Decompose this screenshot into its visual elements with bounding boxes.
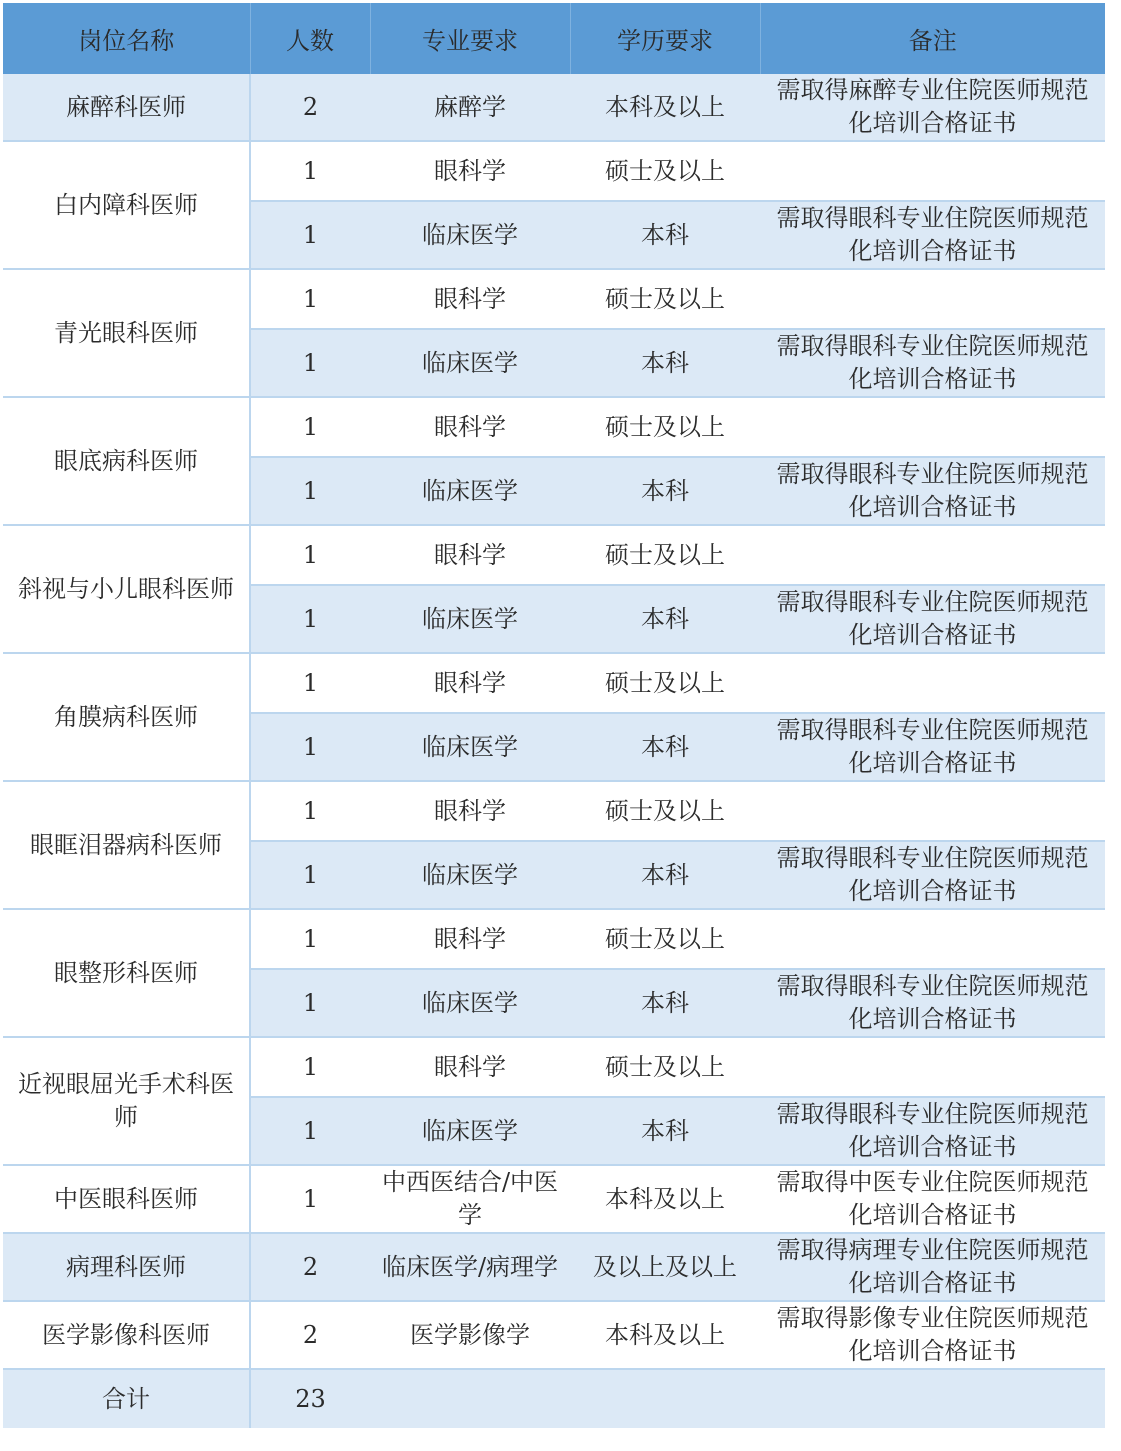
major-cell: 临床医学 <box>370 841 570 909</box>
count-cell: 1 <box>250 269 370 329</box>
count-cell: 1 <box>250 713 370 781</box>
major-cell: 眼科学 <box>370 525 570 585</box>
position-name: 麻醉科医师 <box>3 74 250 141</box>
count-cell: 1 <box>250 525 370 585</box>
table-row <box>3 74 1105 141</box>
degree-cell: 本科 <box>570 329 760 397</box>
note-cell: 需取得中医专业住院医师规范化培训合格证书 <box>760 1165 1105 1233</box>
header-note: 备注 <box>908 27 957 55</box>
count-cell: 1 <box>250 457 370 525</box>
count-cell: 1 <box>250 841 370 909</box>
header-row <box>3 3 1105 74</box>
count-cell: 2 <box>250 1301 370 1369</box>
header-count: 人数 <box>250 3 370 74</box>
position-name: 眼眶泪器病科医师 <box>3 781 250 909</box>
position-name: 眼整形科医师 <box>3 909 250 1037</box>
major-cell: 麻醉学 <box>370 74 570 141</box>
degree-cell: 本科 <box>570 201 760 269</box>
major-cell: 中西医结合/中医学 <box>370 1165 570 1233</box>
degree-cell: 本科及以上 <box>570 1165 760 1233</box>
major-cell: 临床医学 <box>370 713 570 781</box>
note-cell <box>760 269 1105 329</box>
degree-cell: 本科 <box>570 969 760 1037</box>
degree-cell: 本科及以上 <box>570 1301 760 1369</box>
position-name: 角膜病科医师 <box>3 653 250 781</box>
count-cell: 1 <box>250 201 370 269</box>
total-label: 合计 <box>3 1369 250 1428</box>
major-cell: 临床医学 <box>370 585 570 653</box>
degree-cell: 硕士及以上 <box>570 525 760 585</box>
major-cell: 眼科学 <box>370 141 570 201</box>
table-row <box>3 141 1105 201</box>
major-cell: 临床医学 <box>370 1097 570 1165</box>
position-name: 眼底病科医师 <box>3 397 250 525</box>
degree-cell: 硕士及以上 <box>570 141 760 201</box>
total-empty <box>570 1369 760 1428</box>
note-cell: 需取得眼科专业住院医师规范化培训合格证书 <box>760 1097 1105 1165</box>
position-name: 白内障科医师 <box>3 141 250 269</box>
table-row <box>3 525 1105 585</box>
note-cell: 需取得眼科专业住院医师规范化培训合格证书 <box>760 841 1105 909</box>
recruitment-table <box>3 3 1105 1428</box>
degree-cell: 本科及以上 <box>570 74 760 141</box>
count-cell: 1 <box>250 141 370 201</box>
count-cell: 2 <box>250 74 370 141</box>
major-cell: 眼科学 <box>370 269 570 329</box>
degree-cell: 本科 <box>570 457 760 525</box>
header-major: 专业要求 <box>370 3 570 74</box>
major-cell: 临床医学/病理学 <box>370 1233 570 1301</box>
total-empty <box>370 1369 570 1428</box>
count-cell: 1 <box>250 1165 370 1233</box>
note-cell: 需取得眼科专业住院医师规范化培训合格证书 <box>760 329 1105 397</box>
note-cell: 需取得眼科专业住院医师规范化培训合格证书 <box>760 969 1105 1037</box>
major-cell: 眼科学 <box>370 1037 570 1097</box>
note-cell <box>760 525 1105 585</box>
degree-cell: 本科 <box>570 713 760 781</box>
degree-cell: 本科 <box>570 1097 760 1165</box>
note-cell: 需取得病理专业住院医师规范化培训合格证书 <box>760 1233 1105 1301</box>
count-cell: 1 <box>250 397 370 457</box>
major-cell: 临床医学 <box>370 201 570 269</box>
degree-cell: 本科 <box>570 585 760 653</box>
position-name: 斜视与小儿眼科医师 <box>3 525 250 653</box>
note-cell: 需取得眼科专业住院医师规范化培训合格证书 <box>760 201 1105 269</box>
note-cell <box>760 1037 1105 1097</box>
note-cell <box>760 909 1105 969</box>
major-cell: 临床医学 <box>370 969 570 1037</box>
major-cell: 医学影像学 <box>370 1301 570 1369</box>
note-cell <box>760 141 1105 201</box>
table-row <box>3 1037 1105 1097</box>
table-row <box>3 1165 1105 1233</box>
count-cell: 1 <box>250 781 370 841</box>
major-cell: 眼科学 <box>370 653 570 713</box>
major-cell: 眼科学 <box>370 781 570 841</box>
position-name: 医学影像科医师 <box>3 1301 250 1369</box>
major-cell: 眼科学 <box>370 909 570 969</box>
note-cell: 需取得眼科专业住院医师规范化培训合格证书 <box>760 713 1105 781</box>
major-cell: 临床医学 <box>370 457 570 525</box>
table-row <box>3 397 1105 457</box>
degree-cell: 硕士及以上 <box>570 653 760 713</box>
degree-cell: 硕士及以上 <box>570 909 760 969</box>
note-cell <box>760 397 1105 457</box>
table-row <box>3 781 1105 841</box>
note-cell <box>760 781 1105 841</box>
count-cell: 1 <box>250 969 370 1037</box>
total-count: 23 <box>250 1369 370 1428</box>
degree-cell: 本科 <box>570 841 760 909</box>
count-cell: 1 <box>250 909 370 969</box>
count-cell: 1 <box>250 585 370 653</box>
note-cell: 需取得眼科专业住院医师规范化培训合格证书 <box>760 457 1105 525</box>
count-cell: 2 <box>250 1233 370 1301</box>
table-row <box>3 269 1105 329</box>
position-name: 青光眼科医师 <box>3 269 250 397</box>
degree-cell: 及以上及以上 <box>570 1233 760 1301</box>
count-cell: 1 <box>250 329 370 397</box>
total-row <box>3 1369 1105 1428</box>
table-row <box>3 1301 1105 1369</box>
degree-cell: 硕士及以上 <box>570 1037 760 1097</box>
count-cell: 1 <box>250 653 370 713</box>
note-cell: 需取得眼科专业住院医师规范化培训合格证书 <box>760 585 1105 653</box>
table-row <box>3 909 1105 969</box>
header-position: 岗位名称 <box>3 3 250 74</box>
major-cell: 眼科学 <box>370 397 570 457</box>
degree-cell: 硕士及以上 <box>570 269 760 329</box>
count-cell: 1 <box>250 1097 370 1165</box>
position-name: 近视眼屈光手术科医师 <box>3 1037 250 1165</box>
total-empty <box>760 1369 1105 1428</box>
note-cell <box>760 653 1105 713</box>
header-degree: 学历要求 <box>570 3 760 74</box>
position-name: 病理科医师 <box>3 1233 250 1301</box>
degree-cell: 硕士及以上 <box>570 397 760 457</box>
note-cell: 需取得影像专业住院医师规范化培训合格证书 <box>760 1301 1105 1369</box>
degree-cell: 硕士及以上 <box>570 781 760 841</box>
position-name: 中医眼科医师 <box>3 1165 250 1233</box>
table-row <box>3 653 1105 713</box>
table-row <box>3 1233 1105 1301</box>
note-cell: 需取得麻醉专业住院医师规范化培训合格证书 <box>760 74 1105 141</box>
major-cell: 临床医学 <box>370 329 570 397</box>
count-cell: 1 <box>250 1037 370 1097</box>
